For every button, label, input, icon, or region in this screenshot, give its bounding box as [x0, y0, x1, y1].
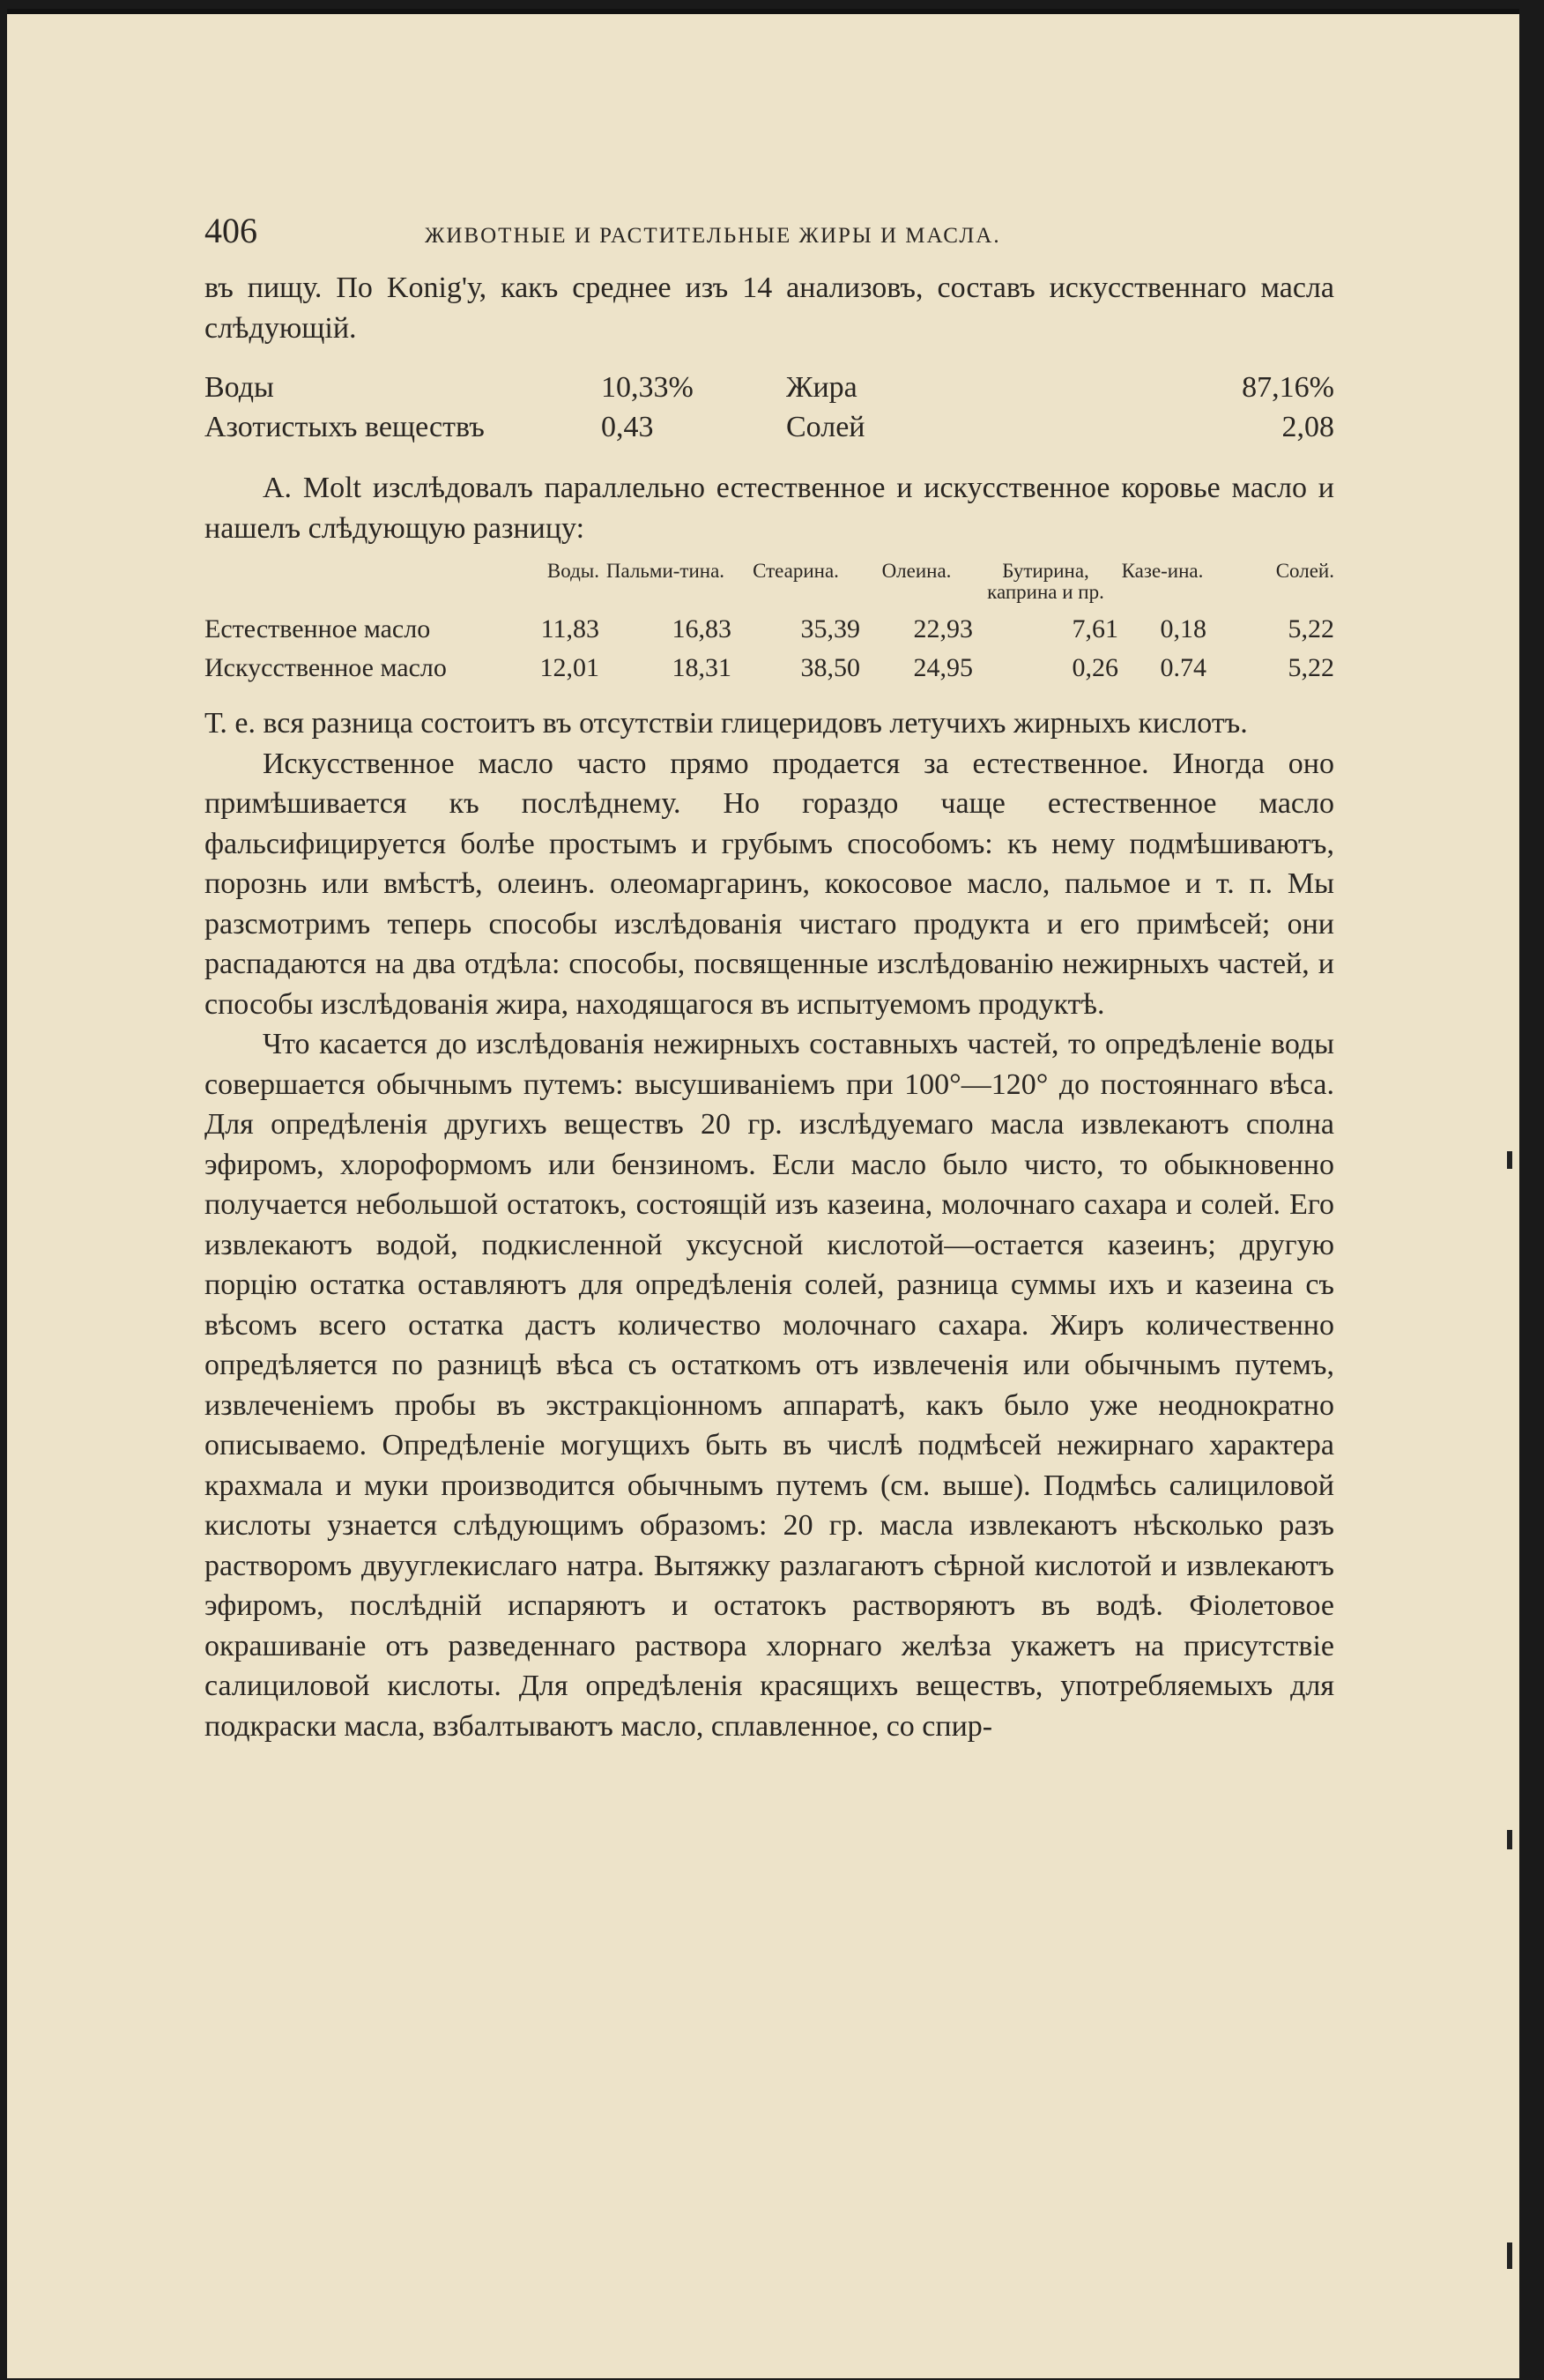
- running-head: [204, 210, 1334, 263]
- book-page: [7, 9, 1519, 2378]
- running-title: ЖИВОТНЫЕ И РАСТИТЕЛЬНЫЕ ЖИРЫ И МАСЛА.: [425, 224, 1001, 248]
- composition-value: 0,43: [601, 411, 654, 443]
- composition-value: 10,33%: [601, 371, 694, 404]
- table-cell: 0,18: [1160, 614, 1206, 643]
- table-cell: 24,95: [913, 653, 973, 682]
- table-cell: 5,22: [1288, 614, 1334, 643]
- composition-value: 2,08: [1281, 411, 1334, 443]
- margin-mark: [1507, 1830, 1512, 1849]
- table-header-blank: [204, 561, 520, 610]
- table-cell: 0,26: [1072, 653, 1118, 682]
- table-row-label: Искусственное масло: [204, 653, 447, 682]
- table-row-label: Естественное масло: [204, 614, 431, 643]
- molt-paragraph: А. Molt изслѣдовалъ параллельно естественное и искусственное коровье масло и нашелъ слѣдующую разницу:: [204, 472, 1334, 545]
- table-cell: 0.74: [1160, 653, 1206, 682]
- table-header: Стеарина.: [753, 560, 839, 582]
- composition-row: [204, 407, 1334, 447]
- analysis-table: [204, 561, 1334, 688]
- table-cell: 18,31: [672, 653, 731, 682]
- margin-mark: [1507, 2242, 1512, 2269]
- analysis-table-wrap: [204, 561, 1334, 688]
- text-block: [204, 210, 1334, 1746]
- composition-label: Солей: [786, 411, 865, 443]
- composition-row: [204, 368, 1334, 407]
- table-cell: 22,93: [913, 614, 973, 643]
- table-cell: 7,61: [1072, 614, 1118, 643]
- composition-value: 87,16%: [1242, 371, 1334, 404]
- table-cell: 38,50: [800, 653, 860, 682]
- table-header-row: [204, 561, 1334, 610]
- margin-mark: [1507, 1151, 1512, 1169]
- table-row: [204, 610, 1334, 649]
- page-number: 406: [204, 211, 257, 250]
- body-paragraph: Искусственное масло часто прямо продается за естественное. Иногда оно примѣшивается къ послѣднему. Но гораздо чаще естественное масло фальсифицируется болѣе простымъ и грубымъ способомъ: къ нему подмѣшиваютъ, порознь или вмѣстѣ, олеинъ. олеомаргаринъ, кокосовое масло, пальмое и т. п. Мы разсмотримъ теперь способы изслѣдованія чистаго продукта и его примѣсей; они распадаются на два отдѣла: способы, посвященные изслѣдованію нежирныхъ частей, и способы изслѣдованія жира, находящагося въ испытуемомъ продуктѣ.: [204, 747, 1334, 1021]
- table-cell: 16,83: [672, 614, 731, 643]
- table-row: [204, 649, 1334, 688]
- intro-paragraph: въ пищу. По Konig'у, какъ среднее изъ 14 анализовъ, составъ искусственнаго масла слѣдующій.: [204, 271, 1334, 345]
- composition-label: Азотистыхъ веществъ: [204, 411, 485, 443]
- composition-list: [204, 368, 1334, 447]
- table-header: Солей.: [1275, 560, 1334, 582]
- table-header: Воды.: [546, 560, 599, 582]
- table-header: Бутирина, каприна и пр.: [987, 560, 1104, 603]
- composition-label: Жира: [786, 371, 857, 404]
- table-cell: 5,22: [1288, 653, 1334, 682]
- body-paragraph: Что касается до изслѣдованія нежирныхъ составныхъ частей, то опредѣленіе воды совершается обычнымъ путемъ: высушиваніемъ при 100°—120° до постояннаго вѣса. Для опредѣленія другихъ веществъ 20 гр. изслѣдуемаго масла извлекаютъ сполна эфиромъ, хлороформомъ или бензиномъ. Если масло было чисто, то обыкновенно получается небольшой остатокъ, состоящій изъ казеина, молочнаго сахара и солей. Его извлекаютъ водой, подкисленной уксусной кислотой—остается казеинъ; другую порцію остатка оставляютъ для опредѣленія солей, разница суммы ихъ и казеина съ вѣсомъ всего остатка дастъ количество молочнаго сахара. Жиръ количественно опредѣляется по разницѣ вѣса съ остаткомъ отъ извлеченія или обычнымъ путемъ, извлеченіемъ пробы въ экстракціонномъ аппаратѣ, какъ было уже неоднократно описываемо. Опредѣленіе могущихъ быть въ числѣ подмѣсей нежирнаго характера крахмала и муки производится обычнымъ путемъ (см. выше). Подмѣсь салициловой кислоты узнается слѣдующимъ образомъ: 20 гр. масла извлекаютъ нѣсколько разъ растворомъ двууглекислаго натра. Вытяжку разлагаютъ сѣрной кислотой и извлекаютъ эфиромъ, послѣдній испаряютъ и остатокъ растворяютъ въ водѣ. Фіолетовое окрашиваніе отъ разведеннаго раствора хлорнаго желѣза укажетъ на присутствіе салициловой кислоты. Для опредѣленія красящихъ веществъ, употребляемыхъ для подкраски масла, взбалтываютъ масло, сплавленное, со спир-: [204, 1028, 1334, 1743]
- body-paragraph: Т. е. вся разница состоитъ въ отсутствіи глицеридовъ летучихъ жирныхъ кислотъ.: [204, 707, 1248, 740]
- table-cell: 12,01: [539, 653, 599, 682]
- composition-label: Воды: [204, 371, 274, 404]
- table-header: Казе-ина.: [1121, 560, 1204, 582]
- table-cell: 11,83: [540, 614, 599, 643]
- table-cell: 35,39: [800, 614, 860, 643]
- table-header: Пальми-тина.: [605, 560, 725, 582]
- table-header: Олеина.: [881, 560, 952, 582]
